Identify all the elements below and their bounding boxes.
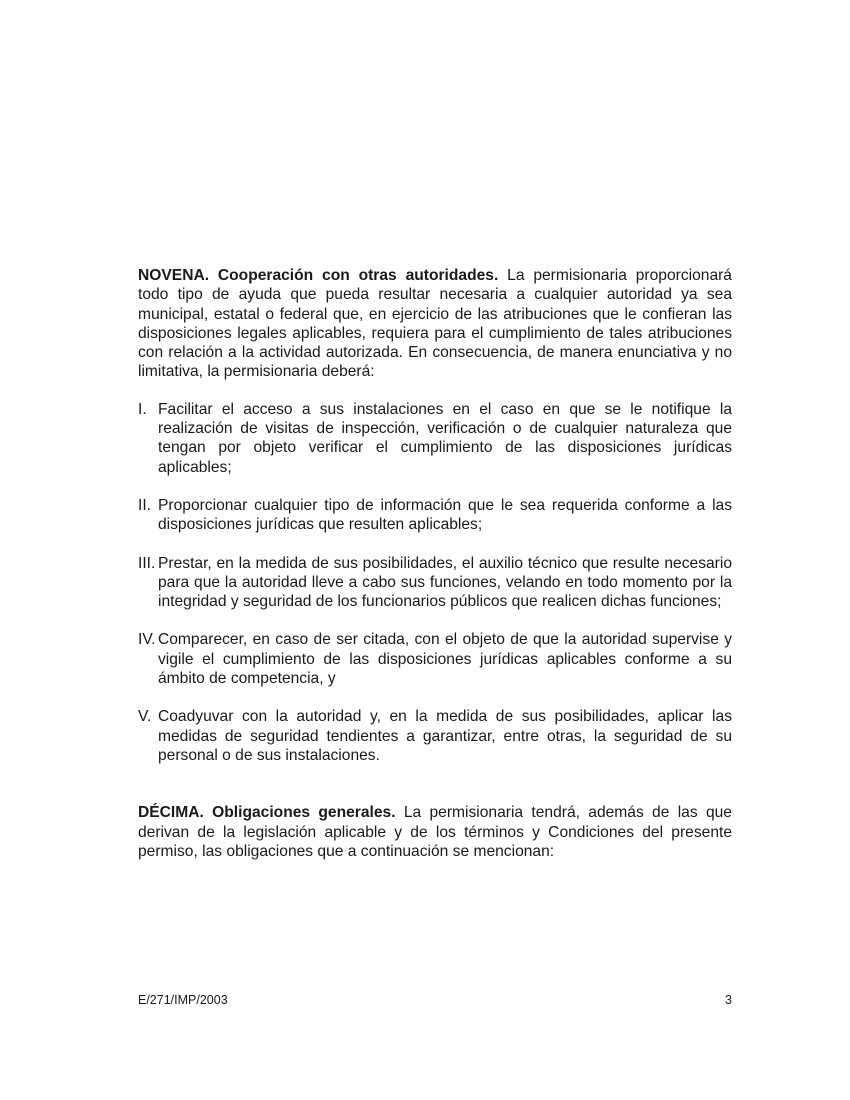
document-page bbox=[138, 266, 732, 861]
section-decima bbox=[138, 803, 732, 861]
list-item-marker: II. bbox=[138, 496, 151, 514]
list-item bbox=[138, 554, 732, 612]
section-decima-body: La permisionaria tendrá, además de las que derivan de la legislación aplicable y de los términos y Condiciones del presente permiso, las obligaciones que a continuación se mencionan: bbox=[138, 804, 732, 860]
section-novena bbox=[138, 266, 732, 382]
list-item bbox=[138, 707, 732, 765]
list-item bbox=[138, 496, 732, 535]
list-item-text: Coadyuvar con la autoridad y, en la medida de sus posibilidades, aplicar las medidas de seguridad tendientes a garantizar, entre otras, la seguridad de su personal o de sus instalaciones. bbox=[158, 708, 732, 764]
list-item-text: Prestar, en la medida de sus posibilidades, el auxilio técnico que resulte necesario para que la autoridad lleve a cabo sus funciones, velando en todo momento por la integridad y seguridad de los funcionarios públicos que realicen dichas funciones; bbox=[158, 554, 732, 611]
section-novena-heading: NOVENA. Cooperación con otras autoridades. bbox=[138, 267, 499, 284]
section-novena-body: La permisionaria proporcionará todo tipo de ayuda que pueda resultar necesaria a cualquier autoridad ya sea municipal, estatal o federal que, en ejercicio de las atribuciones que le confieran las disposiciones legales aplicables, requiera para el cumplimiento de tales atribuciones con relación a la actividad autorizada. En consecuencia, de manera enunciativa y no limitativa, la permisionaria deberá: bbox=[138, 267, 732, 381]
list-item-text: Facilitar el acceso a sus instalaciones en el caso en que se le notifique la realización de visitas de inspección, verificación o de cualquier naturaleza que tengan por objeto verificar el cumplimiento de las disposiciones jurídicas aplicables; bbox=[158, 400, 732, 476]
list-item-marker: I. bbox=[138, 400, 147, 418]
obligations-list bbox=[138, 400, 732, 765]
page-number: 3 bbox=[725, 993, 732, 1007]
list-item-marker: IV. bbox=[138, 631, 156, 649]
list-item bbox=[138, 400, 732, 477]
list-item-text: Proporcionar cualquier tipo de información que le sea requerida conforme a las disposiciones jurídicas que resulten aplicables; bbox=[158, 496, 732, 534]
section-decima-heading: DÉCIMA. Obligaciones generales. bbox=[138, 804, 396, 822]
list-item-marker: V. bbox=[138, 708, 152, 726]
list-item-text: Comparecer, en caso de ser citada, con el objeto de que la autoridad supervise y vigile el cumplimiento de las disposiciones jurídicas aplicables conforme a su ámbito de competencia, y bbox=[158, 631, 732, 688]
page-footer bbox=[138, 993, 732, 1008]
list-item-marker: III. bbox=[138, 554, 156, 572]
footer-reference: E/271/IMP/2003 bbox=[138, 993, 228, 1007]
list-item bbox=[138, 630, 732, 688]
